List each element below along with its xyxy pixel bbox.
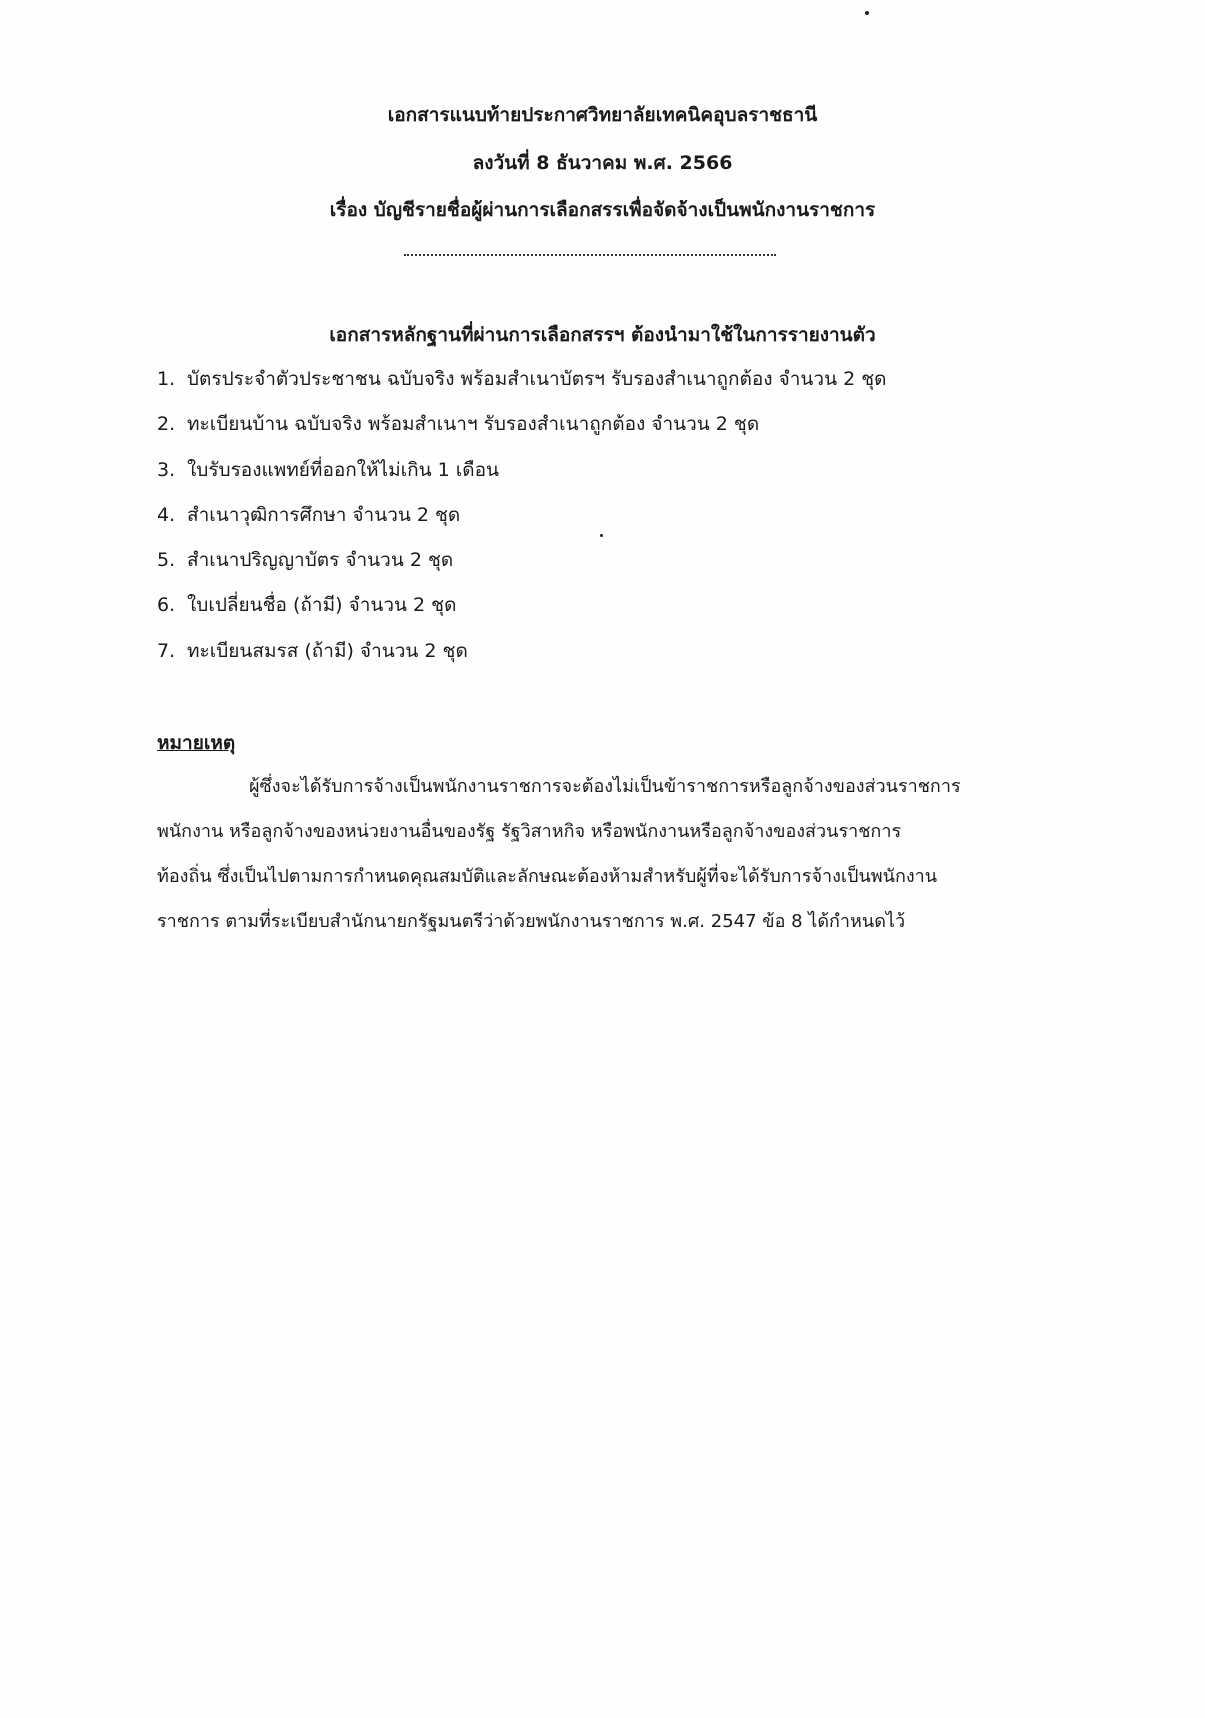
note-title: หมายเหตุ xyxy=(157,732,236,754)
note-line: ผู้ซึ่งจะได้รับการจ้างเป็นพนักงานราชการจะต้องไม่เป็นข้าราชการหรือลูกจ้างของส่วนราชการ xyxy=(249,776,961,797)
section-title: เอกสารหลักฐานที่ผ่านการเลือกสรรฯ ต้องนำมาใช้ในการรายงานตัว xyxy=(329,324,876,346)
header-subject: เรื่อง บัญชีรายชื่อผู้ผ่านการเลือกสรรเพื่อจัดจ้างเป็นพนักงานราชการ xyxy=(329,199,876,221)
note-line: ท้องถิ่น ซึ่งเป็นไปตามการกำหนดคุณสมบัติและลักษณะต้องห้ามสำหรับผู้ที่จะได้รับการจ้างเป็นพนักงาน xyxy=(157,866,938,887)
note-paragraph xyxy=(157,772,1057,952)
list-item: 6. ใบเปลี่ยนชื่อ (ถ้ามี) จำนวน 2 ชุด xyxy=(157,594,457,617)
list-item: 4. สำเนาวุฒิการศึกษา จำนวน 2 ชุด xyxy=(157,503,461,526)
note-line: ราชการ ตามที่ระเบียบสำนักนายกรัฐมนตรีว่าด้วยพนักงานราชการ พ.ศ. 2547 ข้อ 8 ได้กำหนดไว้ xyxy=(157,911,906,932)
list-item: 2. ทะเบียนบ้าน ฉบับจริง พร้อมสำเนาฯ รับรองสำเนาถูกต้อง จำนวน 2 ชุด xyxy=(157,413,760,436)
required-documents-list xyxy=(157,364,886,681)
note-line: พนักงาน หรือลูกจ้างของหน่วยงานอื่นของรัฐ รัฐวิสาหกิจ หรือพนักงานหรือลูกจ้างของส่วนราชการ xyxy=(157,821,902,842)
dotted-divider xyxy=(404,254,776,256)
list-item: 1. บัตรประจำตัวประชาชน ฉบับจริง พร้อมสำเนาบัตรฯ รับรองสำเนาถูกต้อง จำนวน 2 ชุด xyxy=(157,368,887,390)
header-title: เอกสารแนบท้ายประกาศวิทยาลัยเทคนิคอุบลราชธานี xyxy=(387,104,818,126)
list-item: 7. ทะเบียนสมรส (ถ้ามี) จำนวน 2 ชุด xyxy=(157,639,468,662)
list-item: 3. ใบรับรองแพทย์ที่ออกให้ไม่เกิน 1 เดือน xyxy=(157,458,500,481)
scan-speck xyxy=(865,11,869,15)
list-item: 5. สำเนาปริญญาบัตร จำนวน 2 ชุด xyxy=(157,549,454,572)
header-date: ลงวันที่ 8 ธันวาคม พ.ศ. 2566 xyxy=(472,152,733,174)
